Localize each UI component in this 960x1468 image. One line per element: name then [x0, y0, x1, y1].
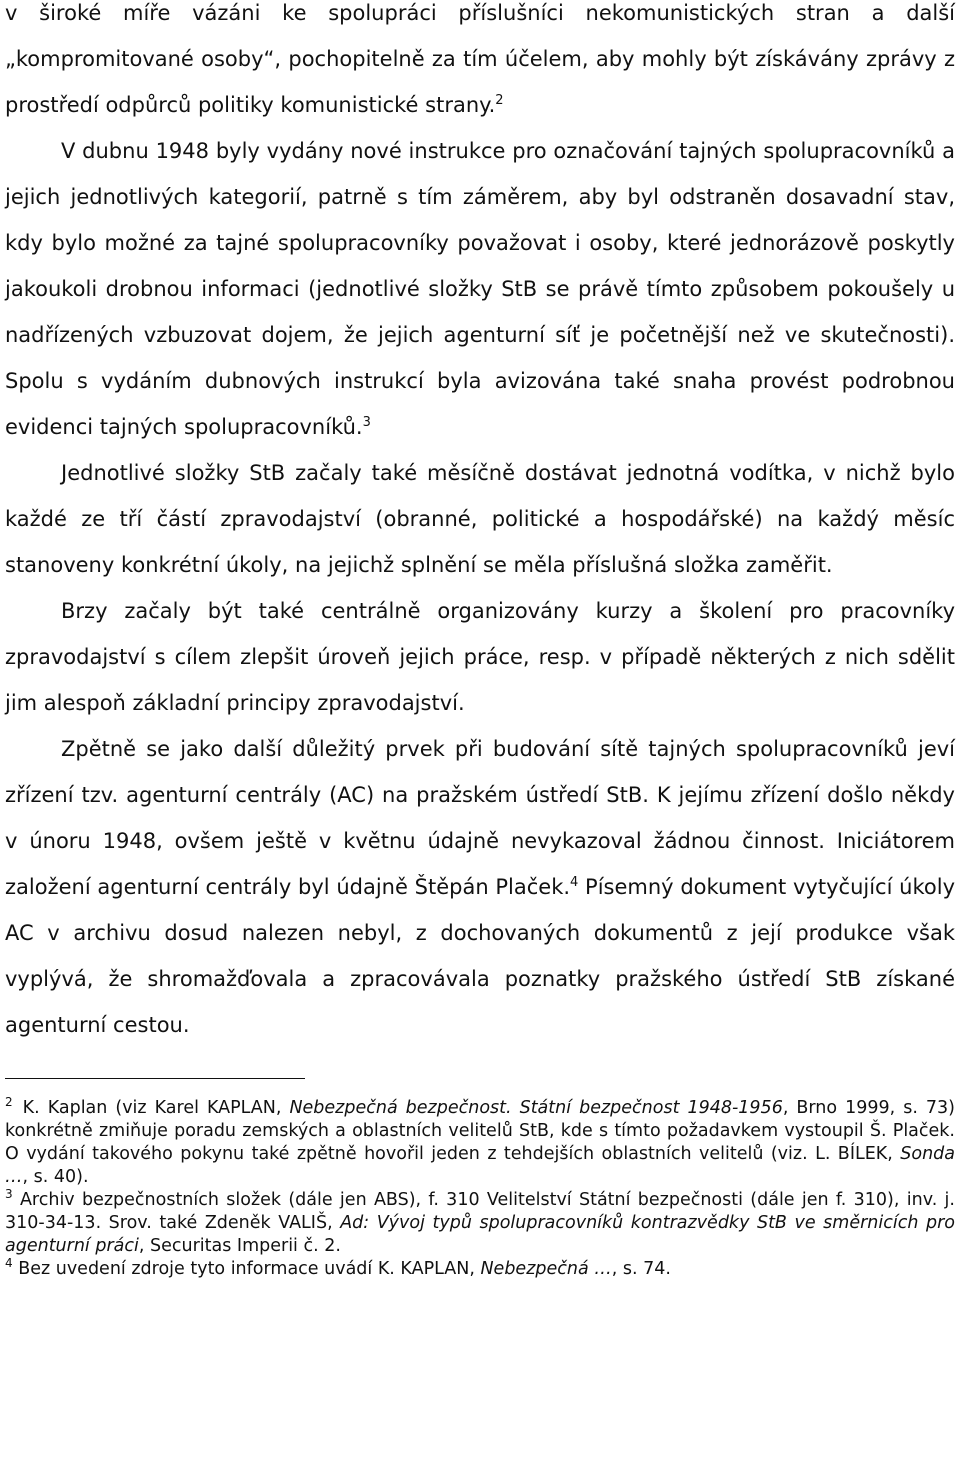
- paragraph-2-text: V dubnu 1948 byly vydány nové instrukce pro označování tajných spolupracovníků a jejich jednotlivých kategorií, patrně s tím záměrem, aby byl odstraněn dosavadní stav, kdy bylo možné za tajné spolupracovníky považovat i osoby, které jednorázově poskytly jakoukoli drobnou informaci (jednotlivé složky StB se právě tímto způsobem pokoušely u nadřízených vzbuzovat dojem, že jejich agenturní síť je početnější než ve skutečnosti). Spolu s vydáním dubnových instrukcí byla avizována také snaha provést podrobnou evidenci tajných spolupracovníků.: [5, 139, 955, 439]
- footnote-italic-title: Nebezpečná bezpečnost. Státní bezpečnost 1948-1956: [289, 1098, 783, 1118]
- footnotes: [5, 1097, 955, 1281]
- paragraph-5-text-before: Zpětně se jako další důležitý prvek při budování sítě tajných spolupracovníků jeví zřízení tzv. agenturní centrály (AC) na pražském ústředí StB. K jejímu zřízení došlo někdy v únoru 1948, ovšem ještě v květnu údajně nevykazoval žádnou činnost. Iniciátorem založení agenturní centrály byl údajně Štěpán Plaček.: [5, 737, 955, 899]
- paragraph-5: [5, 726, 955, 1048]
- footnote-text: , Securitas Imperii č. 2.: [138, 1236, 341, 1256]
- paragraph-1-text: v široké míře vázáni ke spolupráci příslušníci nekomunistických stran a další „kompromitované osoby“, pochopitelně za tím účelem, aby mohly být získávány zprávy z prostředí odpůrců politiky komunistické strany.: [5, 1, 955, 117]
- footnote-text: K. Kaplan (viz Karel KAPLAN,: [22, 1098, 290, 1118]
- footnote-italic-title: Nebezpečná …: [480, 1259, 612, 1279]
- paragraph-1: [5, 0, 955, 128]
- footnote-number: 4: [5, 1256, 13, 1271]
- footnote-ref-2[interactable]: 2: [495, 93, 504, 108]
- paragraph-4-text: Brzy začaly být také centrálně organizovány kurzy a školení pro pracovníky zpravodajství s cílem zlepšit úroveň jejich práce, resp. v případě některých z nich sdělit jim alespoň základní principy zpravodajství.: [5, 599, 955, 715]
- footnote-text: , Brno 1999, s. 73) konkrétně zmiňuje poradu zemských a oblastních velitelů StB, kde s tímto požadavkem vystoupil Š. Plaček. O vydání takového pokynu také zpětně hovořil jeden z tehdejších oblastních velitelů (viz. L. BÍLEK,: [5, 1098, 956, 1164]
- body-text: [5, 0, 955, 1048]
- footnote-ref-4[interactable]: 4: [570, 875, 579, 890]
- paragraph-3: [5, 450, 955, 588]
- footnote-2: $^2$ K. Kaplan (viz Karel KAPLAN, Nebezpečná bezpečnost. Státní bezpečnost 1948-1956, Brno 1999, s. 73) konkrétně zmiňuje poradu zemských a oblastních velitelů StB, kde s tímto požadavkem vystoupil Š. Plaček. O vydání takového pokynu také zpětně hovořil jeden z tehdejších oblastních velitelů (viz. L. BÍLEK, Sonda …, s. 40).: [5, 1095, 956, 1187]
- paragraph-5-text-after: Písemný dokument vytyčující úkoly AC v archivu dosud nalezen nebyl, z dochovaných dokumentů z její produkce však vyplývá, že shromažďovala a zpracovávala poznatky pražského ústředí StB získané agenturní cestou.: [5, 875, 955, 1037]
- document-page: [5, 0, 955, 1281]
- paragraph-2: [5, 128, 955, 450]
- footnote-text: , s. 74.: [611, 1259, 671, 1279]
- footnote-text: Bez uvedení zdroje tyto informace uvádí K. KAPLAN,: [18, 1259, 481, 1279]
- footnote-number: 3: [5, 1187, 13, 1202]
- footnote-separator: [5, 1078, 305, 1079]
- footnote-3: [5, 1189, 955, 1258]
- footnote-text: , s. 40).: [22, 1167, 89, 1187]
- footnote-4: [5, 1258, 955, 1281]
- paragraph-3-text: Jednotlivé složky StB začaly také měsíčně dostávat jednotná vodítka, v nichž bylo každé ze tří částí zpravodajství (obranné, politické a hospodářské) na každý měsíc stanoveny konkrétní úkoly, na jejichž splnění se měla příslušná složka zaměřit.: [5, 461, 955, 577]
- paragraph-4: [5, 588, 955, 726]
- footnote-italic-title: Sonda …: [5, 1144, 955, 1187]
- footnote-ref-3[interactable]: 3: [362, 415, 371, 430]
- footnote-text: Archiv bezpečnostních složek (dále jen ABS), f. 310 Velitelství Státní bezpečnosti (dále jen f. 310), inv. j. 310-34-13. Srov. také Zdeněk VALIŠ,: [5, 1190, 955, 1233]
- footnote-italic-title: Ad: Vývoj typů spolupracovníků kontrazvědky StB ve směrnicích pro agenturní práci: [5, 1213, 955, 1256]
